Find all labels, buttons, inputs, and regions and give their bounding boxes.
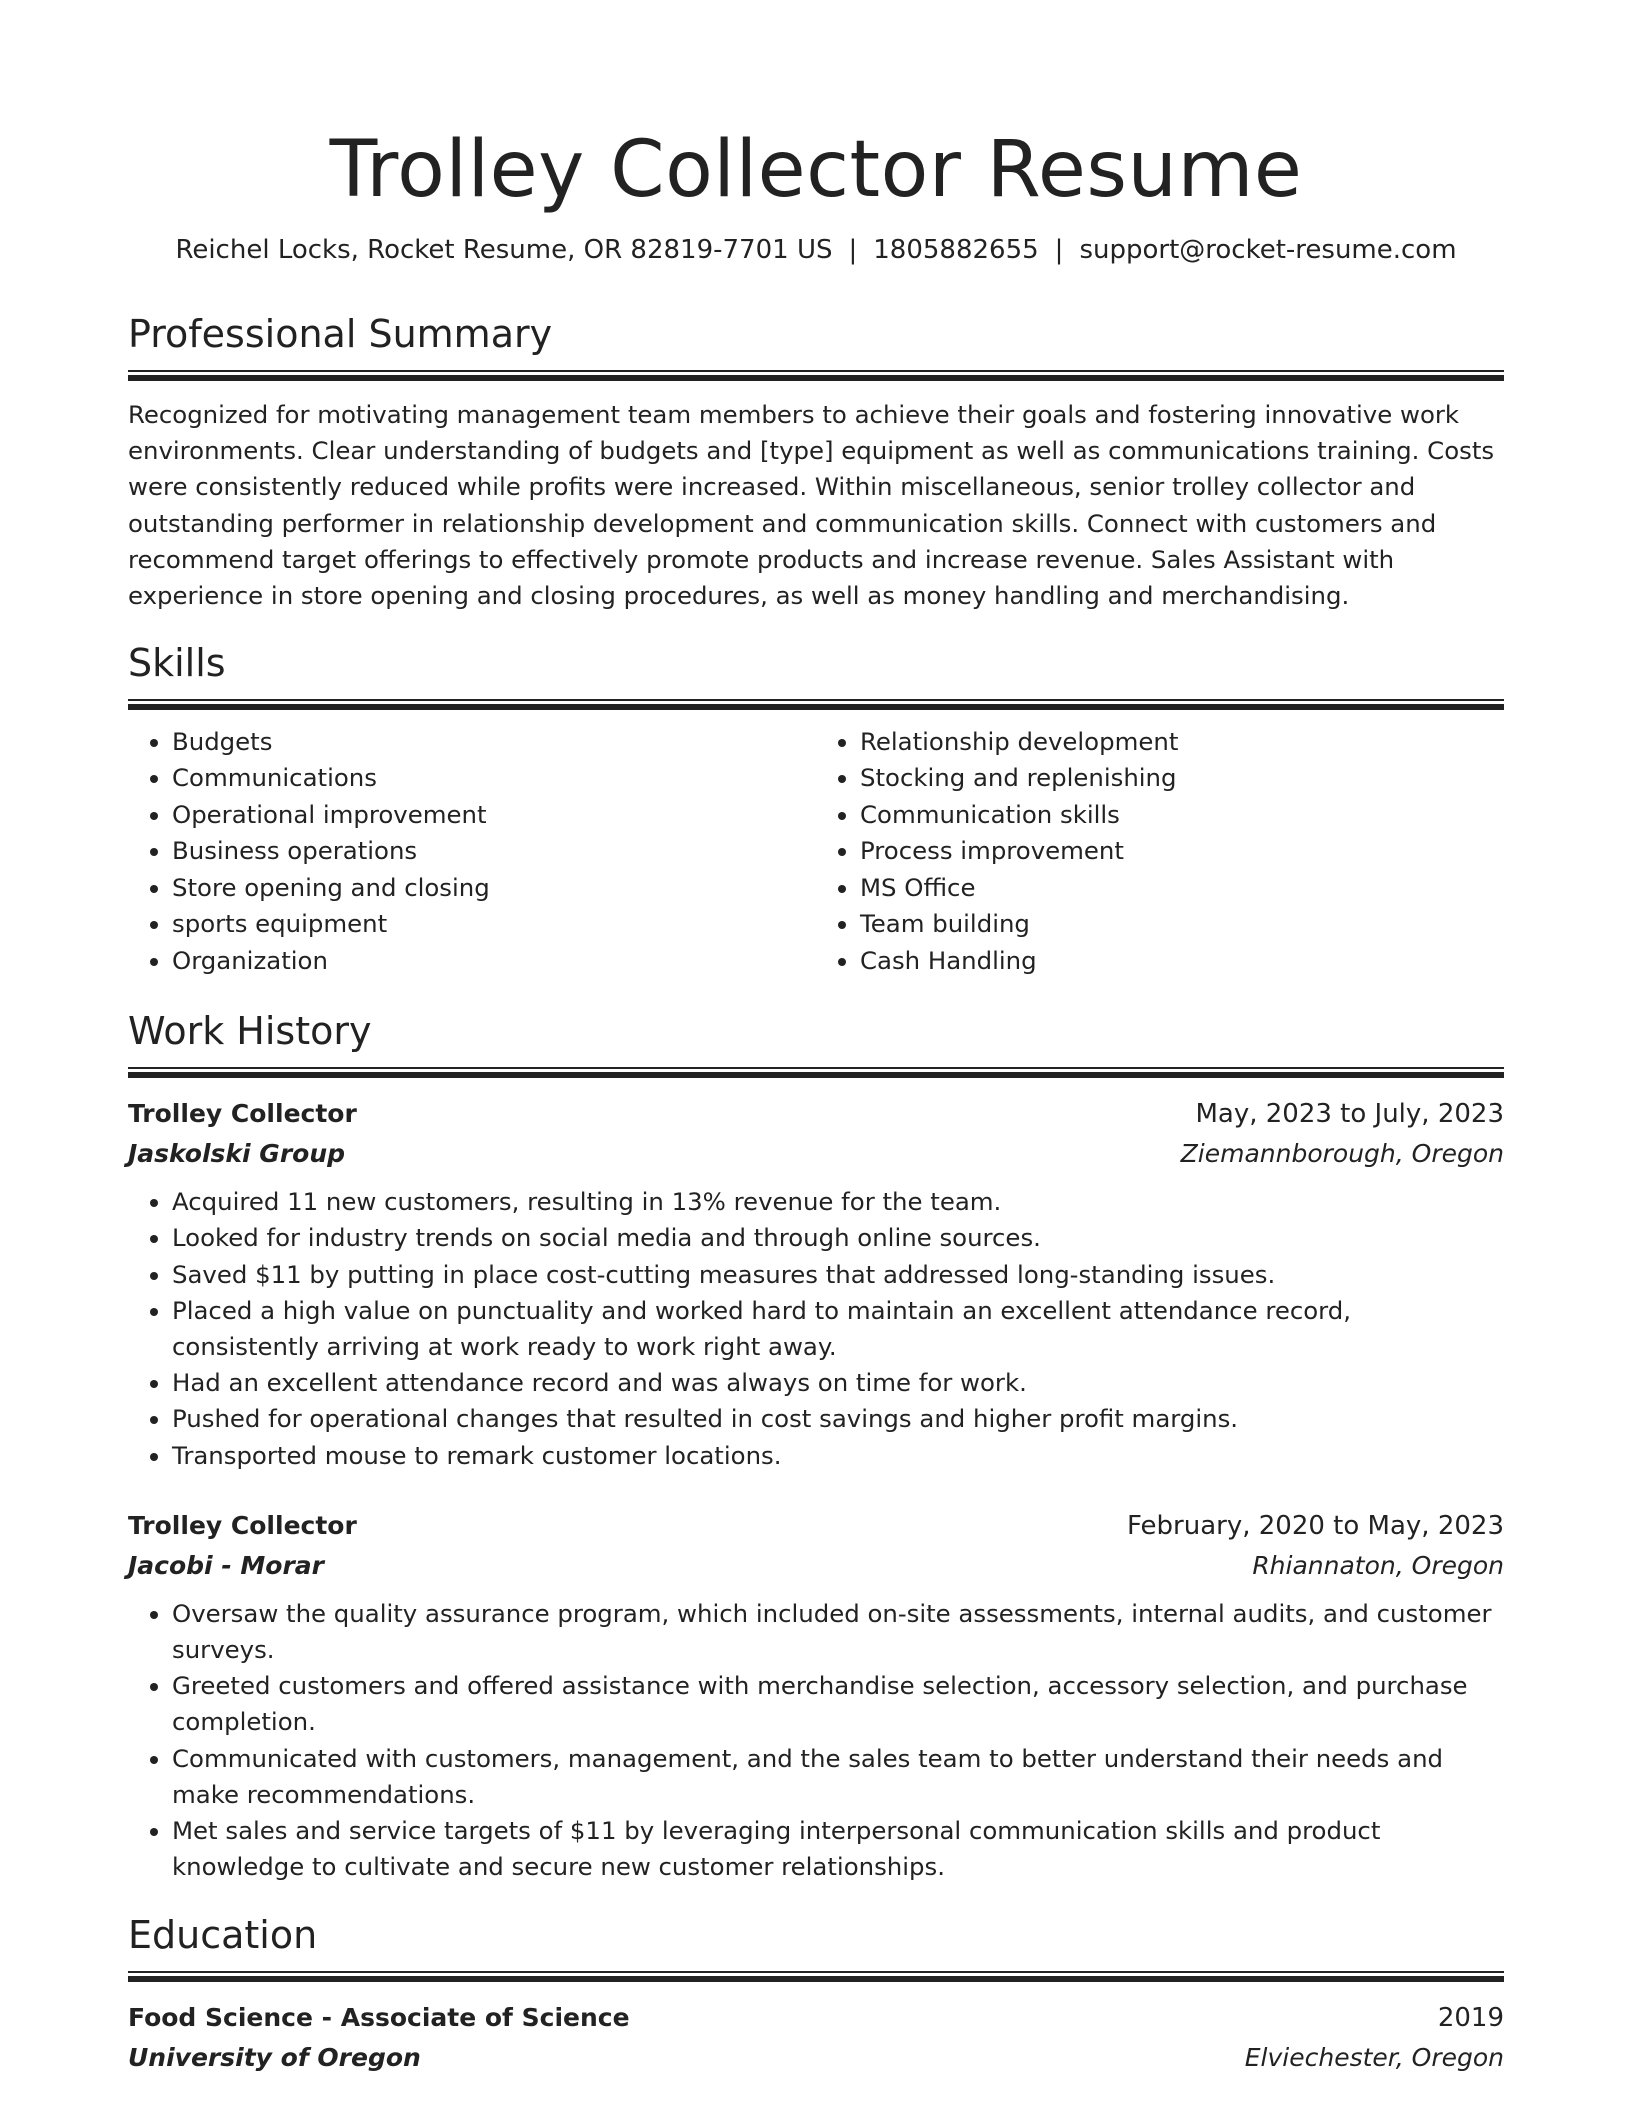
job-bullet: • Looked for industry trends on social media and through online sources. [172,1220,1504,1256]
job-header-row [128,1506,1504,1546]
skill-item: • Operational improvement [172,797,816,834]
summary-text: Recognized for motivating management team members to achieve their goals and fostering innovative work environments. Clear understanding of budgets and [type] equipment as well as communications training. Costs were consistently reduced while profits were increased. Within miscellaneous, senior trolley collector and outstanding performer in relationship development and communication skills. Connect with customers and recommend target offerings to effectively promote products and increase revenue. Sales Assistant with experience in store opening and closing procedures, as well as money handling and merchandising. [128,400,1495,611]
work-history-section [128,1007,1504,1885]
job-entry [128,1094,1504,1474]
education-header-row [128,1998,1504,2038]
contact-address: Reichel Locks, Rocket Resume, OR 82819-7701 US [175,235,833,265]
job-company-row [128,1134,1504,1174]
job-title: Trolley Collector [128,1099,357,1129]
job-header-row [128,1094,1504,1134]
section-divider [128,1067,1504,1078]
contact-email: support@rocket-resume.com [1079,235,1457,265]
education-school: University of Oregon [128,2043,421,2073]
job-bullet: • Acquired 11 new customers, resulting in 13% revenue for the team. [172,1184,1504,1220]
skill-item: • MS Office [860,870,1504,907]
section-heading-education: Education [128,1913,318,1958]
section-heading-work: Work History [128,1009,372,1054]
job-bullet: • Pushed for operational changes that resulted in cost savings and higher profit margins. [172,1401,1504,1437]
job-dates: May, 2023 to July, 2023 [1195,1099,1504,1130]
section-divider [128,1971,1504,1982]
education-degree: Food Science - Associate of Science [128,2003,630,2033]
skills-list-left [128,724,816,980]
job-location: Rhiannaton, Oregon [1252,1550,1504,1580]
job-bullet: • Met sales and service targets of $11 by leveraging interpersonal communication skills and product knowledge to cultivate and secure new customer relationships. [172,1813,1504,1885]
section-divider [128,370,1504,381]
skill-item: • sports equipment [172,906,816,943]
skill-item: • Budgets [172,724,816,761]
job-bullet: • Transported mouse to remark customer locations. [172,1438,1504,1474]
skill-item: • Team building [860,906,1504,943]
contact-separator: | [1054,235,1064,265]
education-year: 2019 [1437,2003,1504,2034]
job-bullet: • Saved $11 by putting in place cost-cutting measures that addressed long-standing issues. [172,1257,1504,1293]
contact-phone: 1805882655 [873,235,1039,265]
job-company: Jacobi - Morar [128,1550,324,1580]
education-entry [128,1998,1504,2078]
skill-item: • Cash Handling [860,943,1504,980]
job-location: Ziemannborough, Oregon [1180,1139,1504,1169]
skill-item: • Communications [172,760,816,797]
professional-summary-section [128,310,1504,614]
contact-separator: | [848,235,858,265]
skills-section [128,639,1504,980]
job-bullet: • Communicated with customers, management, and the sales team to better understand their needs and make recommendations. [172,1741,1504,1813]
education-location: Elviechester, Oregon [1244,2043,1504,2073]
job-dates: February, 2020 to May, 2023 [1127,1510,1504,1541]
job-entry [128,1506,1504,1886]
job-bullet: • Placed a high value on punctuality and worked hard to maintain an excellent attendance record, consistently arriving at work ready to work right away. [172,1293,1504,1365]
skills-columns [128,724,1504,980]
job-company: Jaskolski Group [128,1139,346,1169]
section-heading-skills: Skills [128,640,226,685]
education-section [128,1911,1504,2078]
contact-line [128,232,1504,268]
job-bullets [128,1184,1504,1474]
job-bullet: • Oversaw the quality assurance program, which included on-site assessments, internal audits, and customer surveys. [172,1596,1504,1668]
job-company-row [128,1546,1504,1586]
skill-item: • Organization [172,943,816,980]
job-title: Trolley Collector [128,1510,357,1540]
skill-item: • Business operations [172,833,816,870]
section-heading-summary: Professional Summary [128,312,553,356]
skill-item: • Process improvement [860,833,1504,870]
job-bullet: • Greeted customers and offered assistance with merchandise selection, accessory selection, and purchase completion. [172,1668,1504,1740]
page-title: Trolley Collector Resume [329,125,1303,215]
skill-item: • Store opening and closing [172,870,816,907]
education-school-row [128,2038,1504,2078]
skill-item: • Relationship development [860,724,1504,761]
skills-list-right [816,724,1504,980]
skill-item: • Communication skills [860,797,1504,834]
job-bullets [128,1596,1504,1886]
section-divider [128,699,1504,710]
job-bullet: • Had an excellent attendance record and was always on time for work. [172,1365,1504,1401]
skill-item: • Stocking and replenishing [860,760,1504,797]
